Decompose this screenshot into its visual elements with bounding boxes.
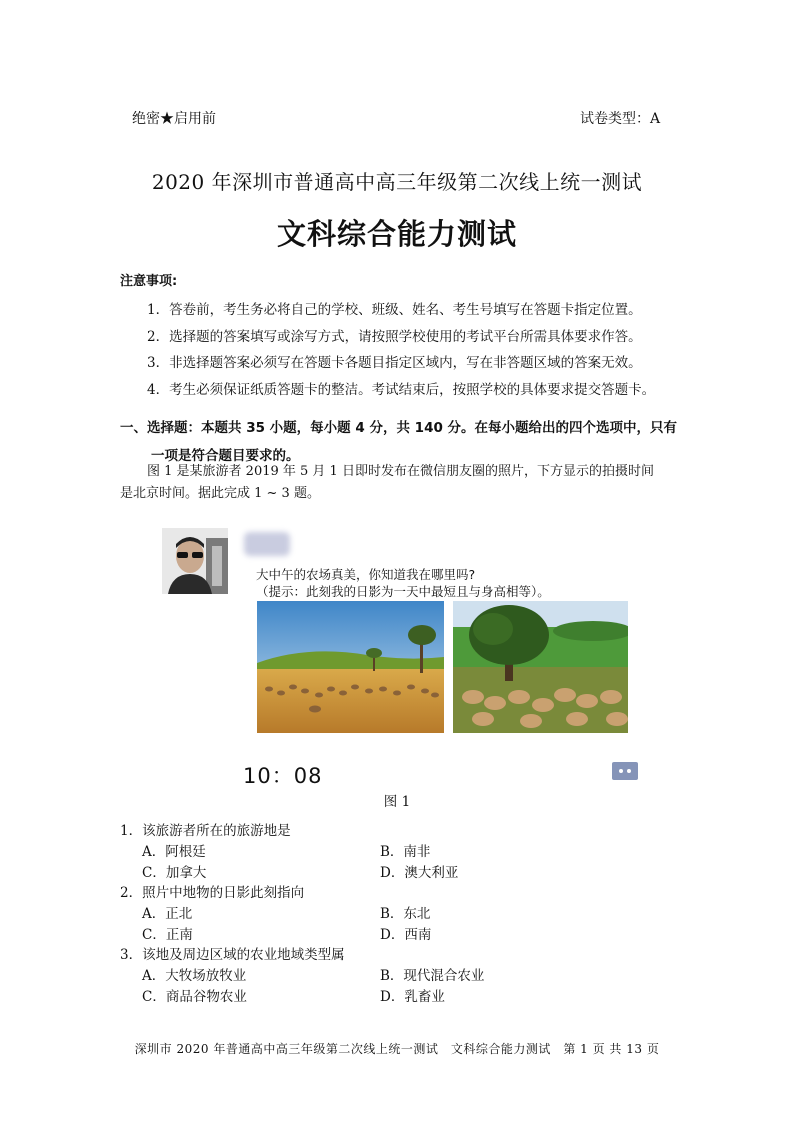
- exam-subject-title: 文科综合能力测试: [276, 217, 517, 251]
- option-d: D．西南: [380, 927, 432, 943]
- farm-photo-left: [257, 601, 444, 733]
- question-intro: [120, 461, 676, 505]
- note-item: 2．选择题的答案填写或涂写方式，请按照学校使用的考试平台所需具体要求作答。: [147, 329, 642, 345]
- farm-photo-right: [453, 601, 628, 733]
- section-heading-line2: 一项是符合题目要求的。: [151, 448, 300, 464]
- option-b: B．南非: [380, 844, 431, 860]
- option-a: A．阿根廷: [142, 844, 206, 860]
- note-item: 4．考生必须保证纸质答题卡的整洁。考试结束后，按照学校的具体要求提交答题卡。: [147, 382, 656, 398]
- question-intro-line2: 是北京时间。据此完成 1 ~ 3 题。: [120, 486, 320, 501]
- post-text-line1: 大中午的农场真美，你知道我在哪里吗?: [256, 567, 476, 582]
- avatar: [162, 528, 228, 594]
- confidential-label: 绝密★启用前: [132, 111, 216, 127]
- question-intro-line1: 图 1 是某旅游者 2019 年 5 月 1 日即时发布在微信朋友圈的照片，下方显示的拍摄时间: [147, 464, 654, 479]
- note-item: 1．答卷前，考生务必将自己的学校、班级、姓名、考生号填写在答题卡指定位置。: [147, 302, 642, 318]
- paper-type-label: 试卷类型：A: [580, 111, 661, 127]
- blurred-username: [244, 532, 290, 556]
- post-text-line2: （提示：此刻我的日影为一天中最短且与身高相等）。: [256, 584, 550, 599]
- question-stem: 1．该旅游者所在的旅游地是: [120, 823, 291, 839]
- exam-title: 2020 年深圳市普通高中高三年级第二次线上统一测试: [151, 170, 643, 194]
- notes-heading: 注意事项:: [120, 274, 178, 289]
- post-text: [256, 566, 550, 600]
- question-stem: 3．该地及周边区域的农业地域类型属: [120, 947, 345, 963]
- option-a: A．正北: [142, 906, 193, 922]
- page-footer: 深圳市 2020 年普通高中高三年级第二次线上统一测试 文科综合能力测试 第 1 页 共 13 页: [134, 1042, 660, 1056]
- option-c: C．正南: [142, 927, 193, 943]
- option-d: D．乳畜业: [380, 989, 445, 1005]
- post-timestamp: 10：08: [243, 764, 323, 788]
- note-item: 3．非选择题答案必须写在答题卡各题目指定区域内，写在非答题区域的答案无效。: [147, 355, 642, 371]
- section-heading-line1: 一、选择题：本题共 35 小题，每小题 4 分，共 140 分。在每小题给出的四个选项中，只有: [120, 420, 678, 436]
- option-c: C．商品谷物农业: [142, 989, 247, 1005]
- question-stem: 2．照片中地物的日影此刻指向: [120, 885, 305, 901]
- option-b: B．现代混合农业: [380, 968, 485, 984]
- option-d: D．澳大利亚: [380, 865, 459, 881]
- option-b: B．东北: [380, 906, 431, 922]
- option-c: C．加拿大: [142, 865, 207, 881]
- figure-caption: 图 1: [383, 794, 411, 810]
- comment-icon[interactable]: [610, 760, 640, 784]
- option-a: A．大牧场放牧业: [142, 968, 247, 984]
